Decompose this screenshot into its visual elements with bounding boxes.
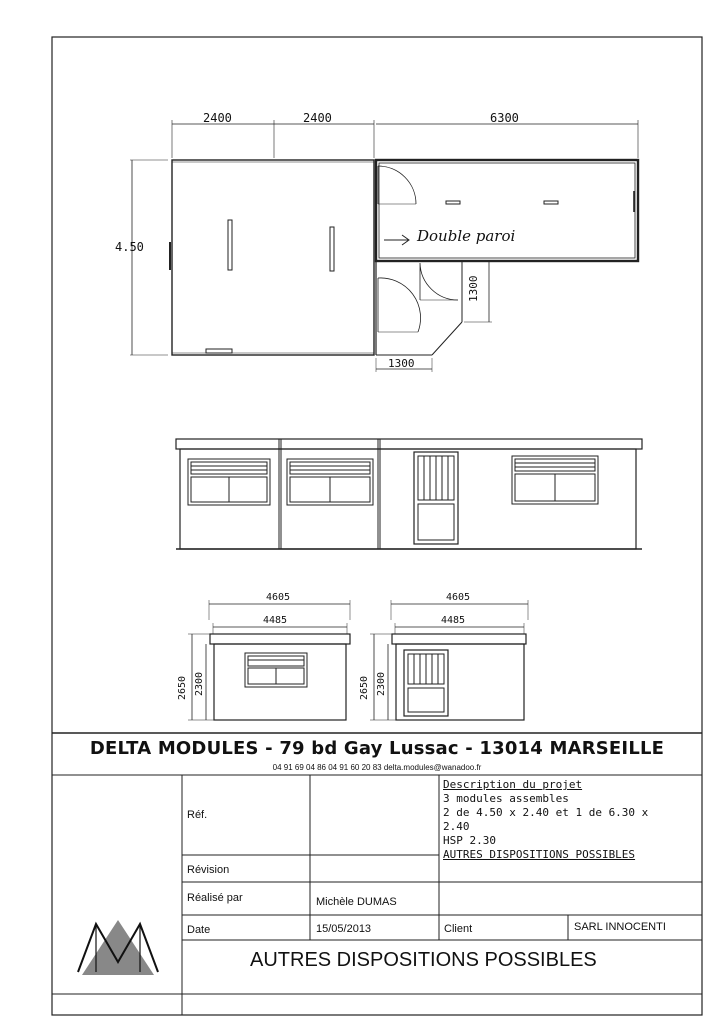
- dim-side-h-inner-1: 2300: [194, 671, 205, 696]
- dim-side-h-inner-2: 2300: [376, 671, 387, 696]
- handwritten-note: Double paroi: [417, 227, 516, 245]
- company-contact: 04 91 69 04 86 04 91 60 20 83 delta.modules@wanadoo.fr: [272, 763, 482, 772]
- ref-label: Réf.: [187, 809, 208, 821]
- client-label: Client: [444, 923, 473, 935]
- company-header: DELTA MODULES - 79 bd Gay Lussac - 13014 MARSEILLE: [89, 738, 665, 759]
- dim-side-outer-1: 4605: [266, 592, 291, 603]
- footer-title: AUTRES DISPOSITIONS POSSIBLES: [250, 949, 597, 971]
- front-elevation: [176, 439, 642, 549]
- realise-value: Michèle DUMAS: [316, 896, 397, 908]
- client-value: SARL INNOCENTI: [574, 921, 666, 933]
- description-line-3: 2.40: [443, 820, 470, 833]
- dim-top-left-b: 2400: [303, 111, 332, 125]
- date-label: Date: [187, 924, 211, 936]
- dim-side-inner-2: 4485: [441, 615, 466, 626]
- description-title: Description du projet: [443, 778, 583, 791]
- plan-view: [130, 120, 638, 372]
- description-line-2: 2 de 4.50 x 2.40 et 1 de 6.30 x: [443, 806, 649, 819]
- dim-corridor-horizontal: 1300: [388, 357, 415, 370]
- description-line-1: 3 modules assembles: [443, 792, 569, 805]
- dim-corridor-vertical: 1300: [467, 275, 480, 302]
- dim-side-inner-1: 4485: [263, 615, 288, 626]
- company-logo: [78, 920, 158, 975]
- description-line-4: HSP 2.30: [443, 834, 496, 847]
- dim-height-left: 4.50: [115, 240, 144, 254]
- dim-side-h-outer-2: 2650: [359, 675, 370, 700]
- dim-top-left-a: 2400: [203, 111, 232, 125]
- description-line-5: AUTRES DISPOSITIONS POSSIBLES: [443, 848, 636, 861]
- dim-top-right: 6300: [490, 111, 519, 125]
- revision-label: Révision: [187, 864, 230, 876]
- dim-side-h-outer-1: 2650: [177, 675, 188, 700]
- dim-side-outer-2: 4605: [446, 592, 471, 603]
- date-value: 15/05/2013: [316, 923, 372, 935]
- realise-label: Réalisé par: [187, 892, 243, 904]
